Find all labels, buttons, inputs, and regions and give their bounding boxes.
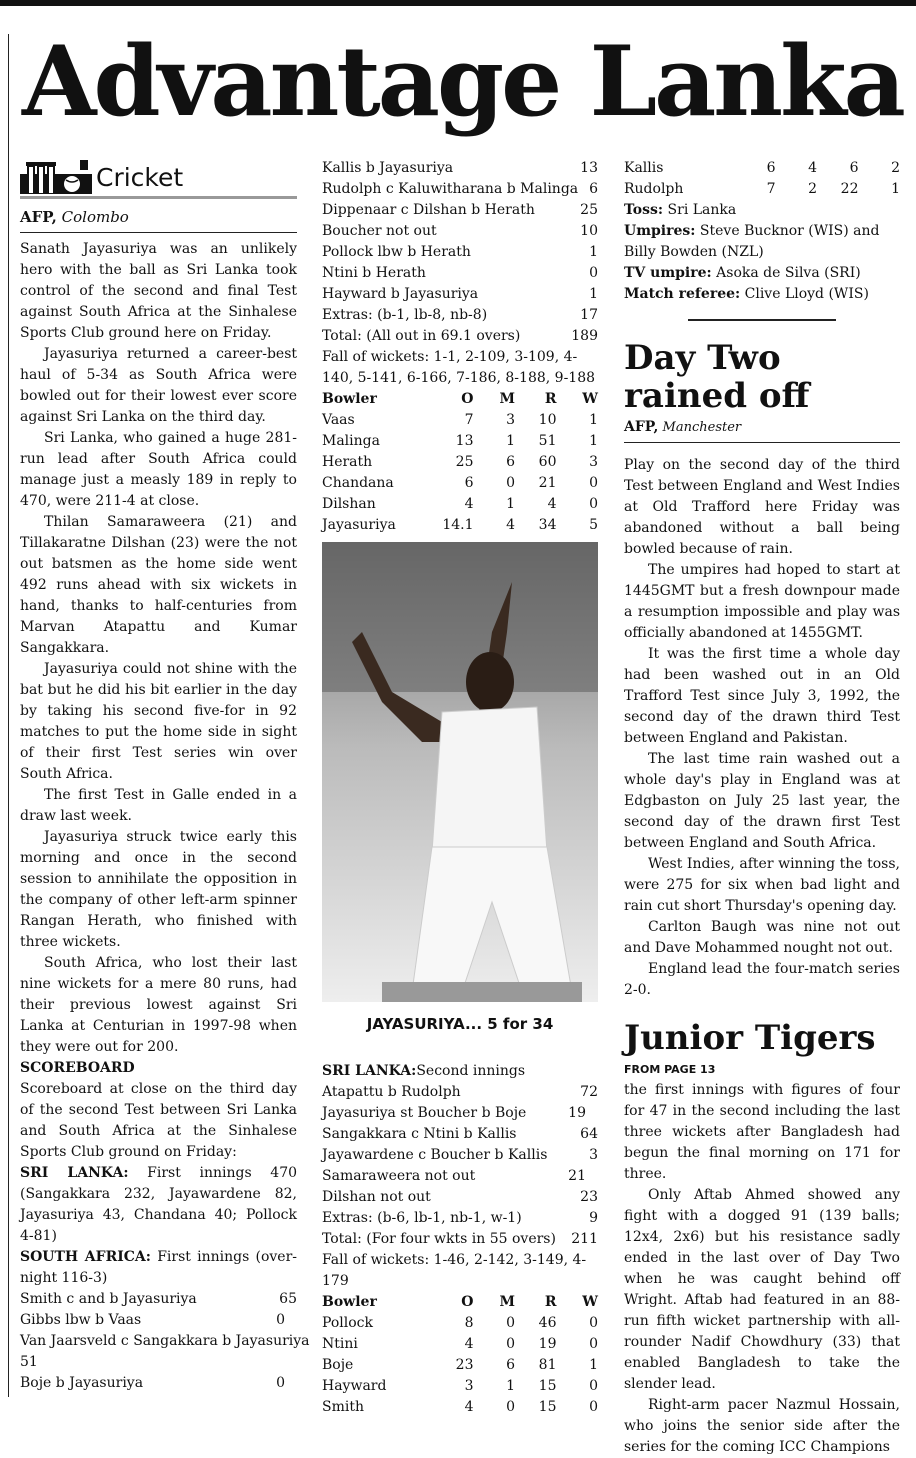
bowling-row [322, 494, 598, 515]
bowling-name: Kallis [624, 160, 664, 176]
bowling-m: 3 [506, 412, 515, 428]
batting-row [20, 1373, 297, 1394]
dateline-agency: AFP, [20, 208, 57, 226]
bowling-m: 1 [506, 496, 515, 512]
bowling-row [322, 410, 598, 431]
match-officials [624, 200, 900, 305]
paragraph: Sanath Jayasuriya was an unlikely hero with the ball as Sri Lanka took control of the second and final Test against South Africa at the Sinhalese Sports Club ground here on Friday. [20, 241, 297, 341]
runs: 10 [580, 223, 598, 239]
bowling-name: Vaas [322, 412, 355, 428]
bowling-m: 2 [808, 181, 817, 197]
runs: 19 [568, 1105, 586, 1121]
batsman-entry: Jayasuriya st Boucher b Boje [322, 1105, 527, 1121]
runs: 21 [568, 1168, 586, 1184]
batting-row [322, 284, 598, 305]
bowling-w: 1 [891, 181, 900, 197]
bowling-name: Smith [322, 1399, 364, 1415]
batting-row [322, 1187, 598, 1208]
sa-first-innings [20, 1247, 297, 1289]
day-two-dateline [624, 415, 900, 443]
sa-fall-of-wickets: Fall of wickets: 1-1, 2-109, 3-109, 4-140, 5-141, 6-166, 7-186, 8-188, 9-188 [322, 349, 596, 386]
bowling-w: 0 [589, 1336, 598, 1352]
bowling-name: Boje [322, 1357, 354, 1373]
runs: 72 [580, 1084, 598, 1100]
runs: 17 [580, 307, 598, 323]
batsman-entry: Atapattu b Rudolph [322, 1084, 461, 1100]
runs: 1 [589, 244, 598, 260]
bowling-row [322, 1313, 598, 1334]
bowling-row [322, 515, 598, 536]
official-label: Toss: [624, 202, 664, 218]
bowling-m: 1 [506, 433, 515, 449]
batsman-entry: Gibbs lbw b Vaas [20, 1312, 142, 1328]
official-label: Match referee: [624, 286, 741, 302]
runs: 0 [589, 265, 598, 281]
batsman-entry: Samaraweera not out [322, 1168, 476, 1184]
bowling-r: 10 [538, 412, 557, 428]
paragraph: The umpires had hoped to start at 1445GMT but a fresh downpour made a resumption impossible and play was officially abandoned at 1455GMT. [624, 562, 900, 641]
bowling-name: Pollock [322, 1315, 373, 1331]
bowling-row [322, 1334, 598, 1355]
paragraph: Sri Lanka, who gained a huge 281-run lead after South Africa could manage just a measly 189 in reply to 470, were 211-4 at close. [20, 430, 297, 509]
column-3 [624, 158, 900, 1458]
day-two-headline: Day Two rained off [624, 338, 810, 416]
scoreboard-heading: SCOREBOARD [20, 1060, 135, 1076]
batting-row [322, 158, 598, 179]
official-line [624, 284, 900, 305]
batsman-entry: Total: (For four wkts in 55 overs) [322, 1231, 556, 1247]
bowling-w: 2 [891, 160, 900, 176]
bowling-r: 81 [538, 1357, 557, 1373]
dateline [20, 205, 297, 233]
sa-bowling-table-part-1 [322, 1292, 598, 1418]
runs: 9 [589, 1210, 598, 1226]
bowling-w: 1 [589, 433, 598, 449]
batting-row [20, 1289, 297, 1310]
bowling-o: 4 [464, 1399, 474, 1415]
junior-tigers-headline: Junior Tigers [624, 1018, 876, 1058]
paragraph: It was the first time a whole day had been washed out in an Old Trafford Test since July 3, 1992, the second day of the drawn third Test between England and Pakistan. [624, 646, 900, 746]
player-photo [322, 542, 598, 1002]
bowling-r: 19 [538, 1336, 557, 1352]
sl-bowling-table [322, 389, 598, 536]
paragraph: Jayasuriya returned a career-best haul of 5-34 as South Africa were bowled out for their lowest ever score against Sri Lanka on the third day. [20, 346, 297, 425]
bowling-w: W [582, 391, 598, 407]
bowling-w: 1 [589, 412, 598, 428]
bowling-r: 46 [538, 1315, 557, 1331]
bowling-o: 4 [464, 496, 474, 512]
paragraph: Carlton Baugh was nine not out and Dave Mohammed nought not out. [624, 919, 900, 956]
bowling-name: Bowler [322, 1294, 377, 1310]
page-headline: Advantage Lanka [22, 25, 903, 138]
official-label: TV umpire: [624, 265, 712, 281]
bowling-r: 34 [538, 517, 557, 533]
runs: 25 [580, 202, 598, 218]
bowling-name: Rudolph [624, 181, 684, 197]
photo-caption: JAYASURIYA... 5 for 34 [366, 1015, 554, 1033]
bowling-name: Herath [322, 454, 373, 470]
sl-batting-table [322, 1082, 598, 1250]
bowling-o: 4 [464, 1336, 474, 1352]
bowling-r: R [544, 391, 557, 407]
bowling-name: Jayasuriya [322, 517, 396, 533]
runs: 1 [589, 286, 598, 302]
batting-row [322, 200, 598, 221]
bowling-o: 6 [766, 160, 776, 176]
batsman-entry: Extras: (b-6, lb-1, nb-1, w-1) [322, 1210, 522, 1226]
bowling-w: 1 [589, 1357, 598, 1373]
bowling-w: 0 [589, 1378, 598, 1394]
sa-batting-part-1 [20, 1289, 310, 1394]
bowling-o: 7 [464, 412, 474, 428]
bowling-r: 21 [538, 475, 557, 491]
column-1 [20, 158, 310, 1394]
batsman-entry: Dilshan not out [322, 1189, 431, 1205]
day-two-agency: AFP, [624, 419, 659, 435]
bowling-row [322, 1376, 598, 1397]
batting-row [322, 1124, 598, 1145]
bowling-o: 3 [464, 1378, 474, 1394]
batsman-entry: Boucher not out [322, 223, 437, 239]
batting-row [322, 1145, 598, 1166]
paragraph: Thilan Samaraweera (21) and Tillakaratne Dilshan (23) were the not out batsmen as the home side went 492 runs ahead with six wickets in hand, thanks to half-centuries from Marvan Atapattu and Kumar Sangakkara. [20, 514, 297, 656]
paragraph: Jayasuriya could not shine with the bat but he did his bit earlier in the day by taking his second five-for in 92 matches to put the home side in sight of their first Test series win over South Africa. [20, 661, 297, 782]
runs: 0 [276, 1375, 285, 1391]
sl-first-text: First innings 470 (Sangakkara 232, Jayawardene 82, Jayasuriya 43, Chandana 40; Pollock 4-81) [20, 1165, 298, 1244]
paragraph: England lead the four-match series 2-0. [624, 961, 900, 998]
sl-fall-of-wickets: Fall of wickets: 1-46, 2-142, 3-149, 4-179 [322, 1252, 587, 1289]
sa-bowling-table-part-2 [624, 158, 900, 200]
bowling-header [322, 389, 598, 410]
official-value: Asoka de Silva (SRI) [711, 265, 861, 281]
bowling-o: 23 [455, 1357, 474, 1373]
bowling-r: R [544, 1294, 557, 1310]
batsman-entry: Dippenaar c Dilshan b Herath [322, 202, 535, 218]
batting-row [322, 221, 598, 242]
column-2 [322, 158, 598, 1418]
batting-row [322, 305, 598, 326]
batting-row [322, 1103, 598, 1124]
bowling-name: Dilshan [322, 496, 376, 512]
runs: 23 [580, 1189, 598, 1205]
paragraph: Play on the second day of the third Test between England and West Indies at Old Trafford here Friday was abandoned without a ball being bowled because of rain. [624, 457, 900, 557]
batsman-entry: Van Jaarsveld c Sangakkara b Jayasuriya [20, 1333, 310, 1349]
official-line [624, 263, 900, 284]
bowling-m: 6 [506, 454, 515, 470]
batting-row [322, 1082, 598, 1103]
paragraph: the first innings with figures of four for 47 in the second including the last three wickets after Bangladesh had begun the final morning on 171 for three. [624, 1082, 900, 1182]
bowling-w: 0 [589, 496, 598, 512]
bowling-row [624, 158, 900, 179]
bowling-o: O [461, 1294, 474, 1310]
bowling-w: W [582, 1294, 598, 1310]
bowling-m: 4 [808, 160, 817, 176]
paragraph: Right-arm pacer Nazmul Hossain, who joins the senior side after the series for the coming ICC Champions [624, 1397, 900, 1455]
batsman-entry: Pollock lbw b Herath [322, 244, 471, 260]
bowling-m: 0 [506, 1315, 515, 1331]
bowling-o: 7 [766, 181, 776, 197]
bowling-r: 15 [538, 1378, 557, 1394]
sl-second-text: Second innings [416, 1063, 526, 1079]
batsman-entry: 51 [20, 1354, 38, 1370]
bowling-o: 14.1 [442, 517, 474, 533]
bowling-o: 13 [455, 433, 474, 449]
batsman-entry: Jayawardene c Boucher b Kallis [322, 1147, 548, 1163]
batting-row [322, 1166, 598, 1187]
paragraph: Only Aftab Ahmed showed any fight with a dogged 91 (139 balls; 12x4, 2x6) but his resistance sadly ended in the last over of Day Two when he was caught behind off Wright. Aftab had featured in an 88-run fifth wicket partnership with all-rounder Nadif Chowdhury (33) that enabled Bangladesh to take the slender lead. [624, 1187, 900, 1392]
batsman-entry: Ntini b Herath [322, 265, 426, 281]
bowling-name: Hayward [322, 1378, 387, 1394]
bowling-m: 6 [506, 1357, 515, 1373]
batting-row [322, 1229, 598, 1250]
runs: 64 [580, 1126, 598, 1142]
bowling-r: 15 [538, 1399, 557, 1415]
official-line [624, 200, 900, 221]
bowling-name: Bowler [322, 391, 377, 407]
bowling-o: 8 [464, 1315, 474, 1331]
batsman-entry: Boje b Jayasuriya [20, 1375, 144, 1391]
batting-row [322, 242, 598, 263]
paragraph: The first Test in Galle ended in a draw last week. [20, 787, 297, 824]
bowling-o: O [461, 391, 474, 407]
bowling-row [322, 452, 598, 473]
bowling-m: 0 [506, 1399, 515, 1415]
main-story-body [20, 239, 297, 1058]
official-value: Clive Lloyd (WIS) [740, 286, 869, 302]
bowling-r: 22 [840, 181, 859, 197]
section-label: Cricket [96, 162, 184, 192]
sl-first-innings [20, 1163, 297, 1247]
cricket-stumps-icon [20, 160, 92, 194]
batsman-entry: Smith c and b Jayasuriya [20, 1291, 197, 1307]
official-value: Sri Lanka [663, 202, 737, 218]
top-rule [0, 0, 916, 6]
scoreboard-intro: Scoreboard at close on the third day of the second Test between Sri Lanka and South Africa at the Sinhalese Sports Club ground on Friday: [20, 1081, 297, 1160]
sl-second-label: SRI LANKA: [322, 1063, 417, 1079]
dateline-place: Colombo [61, 208, 129, 226]
official-value: Steve Bucknor (WIS) and Billy Bowden (NZL) [624, 223, 880, 260]
sl-second-innings [322, 1061, 598, 1082]
junior-tigers-body [624, 1080, 900, 1458]
bowling-w: 0 [589, 475, 598, 491]
sa-batting-part-2 [322, 158, 598, 347]
bowling-m: M [499, 391, 515, 407]
bowling-w: 0 [589, 1315, 598, 1331]
batting-row [20, 1331, 310, 1352]
bowling-name: Chandana [322, 475, 394, 491]
batsman-entry: Rudolph c Kaluwitharana b Malinga [322, 181, 579, 197]
paragraph: West Indies, after winning the toss, were 275 for six when bad light and rain cut short Thursday's opening day. [624, 856, 900, 914]
bowling-row [322, 473, 598, 494]
batsman-entry: Extras: (b-1, lb-8, nb-8) [322, 307, 488, 323]
batting-row [322, 1208, 598, 1229]
day-two-place: Manchester [662, 420, 742, 435]
bowling-m: 1 [506, 1378, 515, 1394]
runs: 189 [571, 328, 598, 344]
day-two-body [624, 455, 900, 1001]
bowling-m: 4 [506, 517, 515, 533]
bowling-r: 51 [538, 433, 557, 449]
bowling-row [322, 1355, 598, 1376]
bowling-name: Ntini [322, 1336, 358, 1352]
runs: 3 [589, 1147, 598, 1163]
from-page-label: FROM PAGE 13 [624, 1063, 716, 1076]
runs: 211 [571, 1231, 598, 1247]
official-label: Umpires: [624, 223, 696, 239]
bowling-w: 5 [589, 517, 598, 533]
batsman-entry: Kallis b Jayasuriya [322, 160, 454, 176]
bowling-m: M [499, 1294, 515, 1310]
bowling-r: 6 [849, 160, 859, 176]
section-logo [20, 158, 297, 199]
paragraph: South Africa, who lost their last nine wickets for a mere 80 runs, had their previous lowest against Sri Lanka at Centurian in 1997-98 when they were out for 200. [20, 955, 297, 1055]
paragraph: Jayasuriya struck twice early this morning and once in the second session to annihilate the opposition in the company of other left-arm spinner Rangan Herath, who finished with three wickets. [20, 829, 297, 950]
bowling-row [624, 179, 900, 200]
bowling-row [322, 1397, 598, 1418]
paragraph: The last time rain washed out a whole day's play in England was at Edgbaston on July 25 last year, the second day of the drawn first Test between England and South Africa. [624, 751, 900, 851]
runs: 0 [276, 1312, 285, 1328]
bowling-r: 60 [538, 454, 557, 470]
runs: 6 [589, 181, 598, 197]
sl-first-label: SRI LANKA: [20, 1165, 129, 1181]
official-line [624, 221, 900, 263]
batting-row [322, 326, 598, 347]
runs: 13 [580, 160, 598, 176]
bowling-header [322, 1292, 598, 1313]
batting-row [322, 179, 598, 200]
bowling-m: 0 [506, 475, 515, 491]
bowling-m: 0 [506, 1336, 515, 1352]
batsman-entry: Total: (All out in 69.1 overs) [322, 328, 521, 344]
batting-row [322, 263, 598, 284]
bowling-name: Malinga [322, 433, 380, 449]
separator-rule [688, 319, 836, 321]
batting-row [20, 1352, 297, 1373]
bowling-w: 3 [589, 454, 598, 470]
runs: 65 [279, 1291, 297, 1307]
bowling-w: 0 [589, 1399, 598, 1415]
bowling-r: 4 [547, 496, 557, 512]
batsman-entry: Hayward b Jayasuriya [322, 286, 479, 302]
bowling-row [322, 431, 598, 452]
sa-first-label: SOUTH AFRICA: [20, 1249, 151, 1265]
batting-row [20, 1310, 297, 1331]
bowling-o: 25 [455, 454, 474, 470]
sa-first-text: First innings (over-night 116-3) [20, 1249, 297, 1286]
batsman-entry: Sangakkara c Ntini b Kallis [322, 1126, 517, 1142]
bowling-o: 6 [464, 475, 474, 491]
left-column-rule [8, 34, 9, 1397]
